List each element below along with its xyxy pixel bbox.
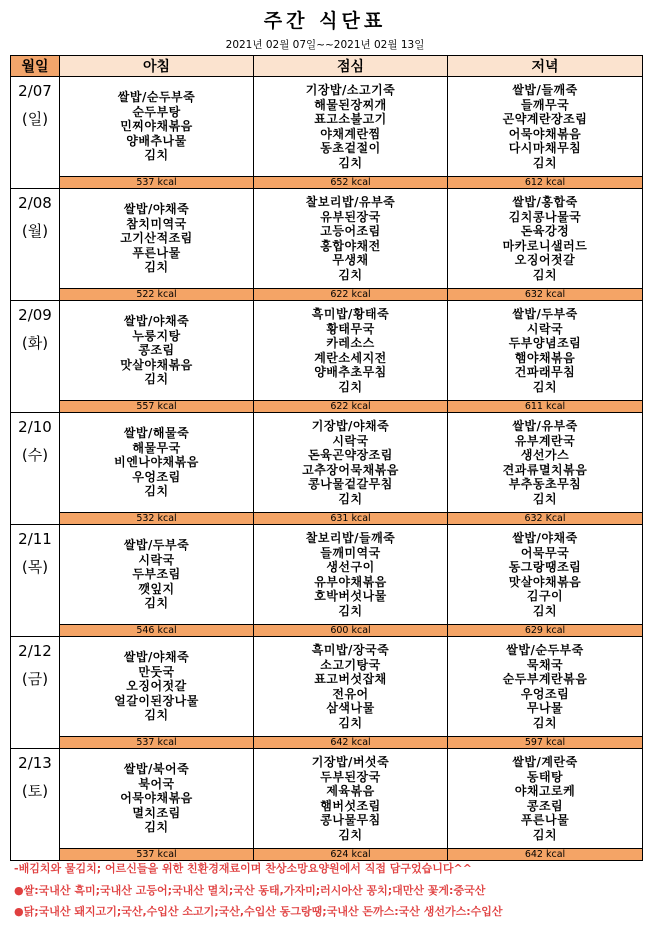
menu-item: 흑미밥/황태죽	[311, 307, 390, 321]
breakfast-menu	[60, 637, 253, 736]
menu-item: 김치	[532, 267, 558, 282]
menu-item: 유부야채볶음	[314, 574, 387, 589]
menu-item: 동태탕	[526, 769, 564, 784]
dinner-cell	[448, 413, 643, 525]
menu-item: 시락국	[526, 321, 564, 336]
menu-item: 김치	[144, 148, 169, 163]
menu-item: 김치	[338, 491, 363, 506]
menu-item: 김치	[338, 715, 363, 730]
menu-item: 찰보리밥/들깨죽	[305, 531, 396, 545]
lunch-menu	[254, 413, 447, 512]
menu-item: 쌀밥/야채죽	[123, 202, 190, 217]
menu-item: 부추동초무침	[508, 477, 582, 491]
menu-item: 건파래무침	[514, 365, 576, 379]
breakfast-cell	[60, 637, 254, 749]
day-weekday: (금)	[21, 670, 49, 688]
menu-item: 카레소스	[326, 336, 375, 350]
lunch-kcal: 652 kcal	[254, 176, 447, 188]
menu-item: 쌀밥/유부죽	[512, 419, 578, 433]
lunch-cell	[254, 413, 448, 525]
day-weekday: (수)	[21, 446, 49, 464]
day-row	[11, 77, 643, 189]
menu-item: 쌀밥/계란죽	[512, 755, 578, 769]
lunch-kcal: 600 kcal	[254, 624, 447, 636]
menu-item: 두부된장국	[320, 769, 381, 784]
menu-item: 민찌야채볶음	[120, 119, 193, 134]
dinner-kcal: 632 Kcal	[448, 512, 642, 524]
menu-item: 돈육강정	[520, 224, 570, 238]
menu-item: 푸른나물	[132, 245, 181, 260]
menu-item: 쌀밥/홍합죽	[512, 195, 578, 209]
dinner-kcal: 597 kcal	[448, 736, 642, 748]
dinner-cell	[448, 301, 643, 413]
menu-item: 쌀밥/들깨죽	[512, 83, 578, 97]
menu-item: 북어국	[138, 776, 175, 791]
day-row	[11, 749, 643, 861]
header-dinner: 저녁	[448, 56, 643, 77]
lunch-kcal: 624 kcal	[254, 848, 447, 860]
day-cell	[11, 413, 60, 525]
day-cell	[11, 301, 60, 413]
lunch-cell	[254, 301, 448, 413]
day-date: 2/08	[18, 194, 52, 212]
breakfast-menu	[60, 77, 253, 176]
menu-item: 돈육곤약장조림	[308, 448, 393, 462]
menu-item: 묵채국	[526, 657, 564, 672]
menu-item: 김치	[532, 155, 558, 170]
day-row	[11, 413, 643, 525]
menu-item: 고추장어묵채볶음	[302, 462, 399, 477]
menu-item: 쌀밥/야채죽	[123, 650, 190, 665]
menu-item: 순두부탕	[132, 104, 181, 119]
page-title: 주간 식단표	[263, 10, 387, 32]
menu-item: 동초겉절이	[320, 141, 381, 155]
dinner-menu	[448, 413, 642, 512]
breakfast-cell	[60, 189, 254, 301]
breakfast-kcal: 522 kcal	[60, 288, 253, 300]
dinner-cell	[448, 749, 643, 861]
menu-item: 우엉조림	[132, 469, 181, 484]
dinner-menu	[448, 749, 642, 848]
menu-item: 들깨미역국	[320, 545, 381, 560]
menu-item: 콩조림	[526, 798, 564, 813]
day-row	[11, 525, 643, 637]
menu-item: 소고기탕국	[320, 657, 381, 672]
menu-item: 오징어젓갈	[514, 253, 576, 267]
menu-item: 쌀밥/해물죽	[123, 426, 190, 441]
dinner-cell	[448, 189, 643, 301]
breakfast-kcal: 557 kcal	[60, 400, 253, 412]
menu-item: 어묵야채볶음	[508, 126, 582, 141]
lunch-menu	[254, 525, 447, 624]
header-breakfast: 아침	[60, 56, 254, 77]
menu-item: 흑미밥/장국죽	[311, 643, 390, 657]
breakfast-kcal: 537 kcal	[60, 848, 253, 860]
menu-item: 양배추나물	[126, 133, 187, 148]
menu-item: 기장밥/소고기죽	[305, 83, 396, 97]
dinner-menu	[448, 77, 642, 176]
menu-item: 견과류멸치볶음	[502, 462, 588, 477]
menu-item: 쌀밥/두부죽	[512, 307, 578, 321]
menu-item: 곤약계란장조림	[502, 112, 588, 126]
breakfast-kcal: 537 kcal	[60, 736, 253, 748]
breakfast-kcal: 537 kcal	[60, 176, 253, 188]
menu-item: 김치콩나물국	[508, 209, 582, 224]
weekly-menu-table	[10, 55, 643, 861]
menu-item: 김치	[144, 708, 169, 723]
menu-item: 동그랑땡조림	[508, 560, 582, 574]
menu-item: 쌀밥/야채죽	[512, 531, 578, 545]
day-date: 2/11	[18, 530, 52, 548]
breakfast-cell	[60, 749, 254, 861]
lunch-menu	[254, 189, 447, 288]
menu-item: 무생채	[332, 253, 369, 267]
lunch-cell	[254, 749, 448, 861]
menu-item: 표고소불고기	[314, 112, 387, 126]
menu-item: 콩나물겉갈무침	[308, 477, 393, 491]
day-cell	[11, 749, 60, 861]
menu-item: 김치	[338, 379, 363, 394]
breakfast-menu	[60, 301, 253, 400]
breakfast-cell	[60, 525, 254, 637]
menu-item: 맛살야채볶음	[508, 574, 582, 589]
breakfast-cell	[60, 301, 254, 413]
menu-item: 햄버섯조림	[320, 798, 381, 813]
day-cell	[11, 525, 60, 637]
menu-item: 유부계란국	[514, 433, 576, 448]
menu-item: 푸른나물	[520, 813, 570, 827]
day-date: 2/12	[18, 642, 52, 660]
note-origin-2: ●닭;국내산 돼지고기;국산,수입산 소고기;국산,수입산 동그랑땡;국내산 돈까스:국산 생선가스:수입산	[14, 905, 503, 918]
menu-item: 참치미역국	[126, 216, 187, 231]
menu-item: 콩조림	[138, 343, 175, 358]
header-row	[11, 56, 643, 77]
note-kimchi: -배김치와 물김치; 어르신들을 위한 친환경재료이며 찬상소망요양원에서 직접 담구었습니다^^	[14, 862, 472, 875]
menu-item: 유부된장국	[320, 209, 381, 224]
dinner-cell	[448, 637, 643, 749]
lunch-kcal: 642 kcal	[254, 736, 447, 748]
dinner-kcal: 642 kcal	[448, 848, 642, 860]
menu-item: 오징어젓갈	[126, 679, 187, 694]
lunch-kcal: 622 kcal	[254, 400, 447, 412]
menu-item: 쌀밥/북어죽	[123, 762, 190, 777]
lunch-menu	[254, 77, 447, 176]
day-weekday: (토)	[21, 782, 49, 800]
menu-item: 누룽지탕	[132, 328, 181, 343]
dinner-kcal: 632 kcal	[448, 288, 642, 300]
menu-item: 생선가스	[520, 448, 570, 462]
day-weekday: (화)	[21, 334, 49, 352]
menu-item: 김치	[532, 715, 558, 730]
lunch-menu	[254, 749, 447, 848]
lunch-kcal: 622 kcal	[254, 288, 447, 300]
menu-item: 어묵무국	[520, 545, 570, 560]
menu-item: 김치	[338, 155, 363, 170]
menu-item: 두부조림	[132, 567, 181, 582]
menu-item: 찰보리밥/유부죽	[305, 195, 396, 209]
menu-item: 맛살야채볶음	[120, 357, 193, 372]
day-row	[11, 637, 643, 749]
menu-item: 김치	[532, 491, 558, 506]
menu-item: 김치	[338, 827, 363, 842]
breakfast-cell	[60, 77, 254, 189]
menu-item: 만둣국	[138, 664, 175, 679]
menu-item: 김치	[338, 267, 363, 282]
breakfast-menu	[60, 749, 253, 848]
menu-item: 계란소세지전	[314, 350, 387, 365]
menu-item: 들깨무국	[520, 97, 570, 112]
menu-item: 쌀밥/순두부죽	[506, 643, 584, 657]
lunch-cell	[254, 189, 448, 301]
dinner-menu	[448, 637, 642, 736]
menu-item: 표고버섯잡채	[314, 672, 387, 686]
menu-item: 삼색나물	[326, 701, 375, 715]
menu-item: 김치	[532, 379, 558, 394]
menu-item: 해물된장찌개	[314, 97, 387, 112]
menu-item: 얼갈이된장나물	[114, 693, 199, 708]
menu-item: 호박버섯나물	[314, 589, 387, 603]
breakfast-menu	[60, 413, 253, 512]
dinner-menu	[448, 525, 642, 624]
menu-item: 시락국	[138, 552, 175, 567]
menu-item: 양배추초무침	[314, 365, 387, 379]
day-row	[11, 189, 643, 301]
menu-item: 우엉조림	[520, 686, 570, 701]
menu-item: 기장밥/버섯죽	[311, 755, 390, 769]
menu-item: 비엔나야채볶음	[114, 455, 199, 470]
breakfast-menu	[60, 189, 253, 288]
day-date: 2/07	[18, 82, 52, 100]
menu-item: 김치	[144, 260, 169, 275]
lunch-menu	[254, 301, 447, 400]
menu-item: 야채계란찜	[320, 126, 381, 141]
dinner-kcal: 611 kcal	[448, 400, 642, 412]
header-lunch: 점심	[254, 56, 448, 77]
menu-item: 쌀밥/두부죽	[123, 538, 190, 553]
dinner-kcal: 629 kcal	[448, 624, 642, 636]
breakfast-kcal: 532 kcal	[60, 512, 253, 524]
menu-item: 시락국	[332, 433, 369, 448]
breakfast-menu	[60, 525, 253, 624]
menu-item: 깻잎지	[138, 581, 175, 596]
menu-item: 기장밥/야채죽	[311, 419, 390, 433]
menu-item: 콩나물무침	[320, 813, 381, 827]
day-date: 2/09	[18, 306, 52, 324]
day-date: 2/13	[18, 754, 52, 772]
lunch-cell	[254, 637, 448, 749]
menu-item: 두부양념조림	[508, 336, 582, 350]
day-weekday: (일)	[21, 110, 49, 128]
menu-item: 김치	[144, 596, 169, 611]
menu-item: 쌀밥/야채죽	[123, 314, 190, 329]
day-date: 2/10	[18, 418, 52, 436]
breakfast-kcal: 546 kcal	[60, 624, 253, 636]
menu-item: 전유어	[332, 686, 369, 701]
menu-item: 순두부계란볶음	[502, 672, 588, 686]
lunch-menu	[254, 637, 447, 736]
menu-item: 제육볶음	[326, 784, 375, 798]
menu-item: 쌀밥/순두부죽	[117, 90, 196, 105]
menu-item: 어묵야채볶음	[120, 791, 193, 806]
day-weekday: (월)	[21, 222, 49, 240]
menu-item: 고등어조림	[320, 224, 381, 238]
menu-item: 김치	[532, 603, 558, 618]
menu-item: 김치	[338, 603, 363, 618]
dinner-cell	[448, 525, 643, 637]
dinner-menu	[448, 301, 642, 400]
lunch-cell	[254, 525, 448, 637]
menu-item: 홍합야채전	[320, 238, 381, 253]
menu-item: 무나물	[526, 701, 564, 715]
menu-period: 2021년 02월 07일~~2021년 02월 13일	[225, 39, 425, 51]
header-day: 월일	[11, 56, 60, 77]
lunch-kcal: 631 kcal	[254, 512, 447, 524]
menu-item: 해물무국	[132, 440, 181, 455]
day-row	[11, 301, 643, 413]
menu-item: 햄야채볶음	[514, 350, 576, 365]
day-cell	[11, 77, 60, 189]
menu-item: 마카로니샐러드	[502, 238, 588, 253]
menu-item: 김치	[144, 484, 169, 499]
menu-item: 김치	[532, 827, 558, 842]
menu-item: 멸치조림	[132, 805, 181, 820]
dinner-kcal: 612 kcal	[448, 176, 642, 188]
menu-item: 황태무국	[326, 321, 375, 336]
breakfast-cell	[60, 413, 254, 525]
menu-item: 고기산적조림	[120, 231, 193, 246]
note-origin-1: ●쌀:국내산 흑미;국내산 고등어;국내산 멸치;국산 동태,가자미;러시아산 꽁치;대만산 꽃게:중국산	[14, 884, 486, 897]
dinner-menu	[448, 189, 642, 288]
dinner-cell	[448, 77, 643, 189]
menu-item: 생선구이	[326, 560, 375, 574]
menu-item: 김치	[144, 820, 169, 835]
day-cell	[11, 189, 60, 301]
menu-item: 다시마채무침	[508, 141, 582, 155]
menu-item: 야채고로케	[514, 784, 576, 798]
menu-item: 김치	[144, 372, 169, 387]
lunch-cell	[254, 77, 448, 189]
day-weekday: (목)	[21, 558, 49, 576]
day-cell	[11, 637, 60, 749]
menu-item: 김구이	[526, 589, 564, 603]
